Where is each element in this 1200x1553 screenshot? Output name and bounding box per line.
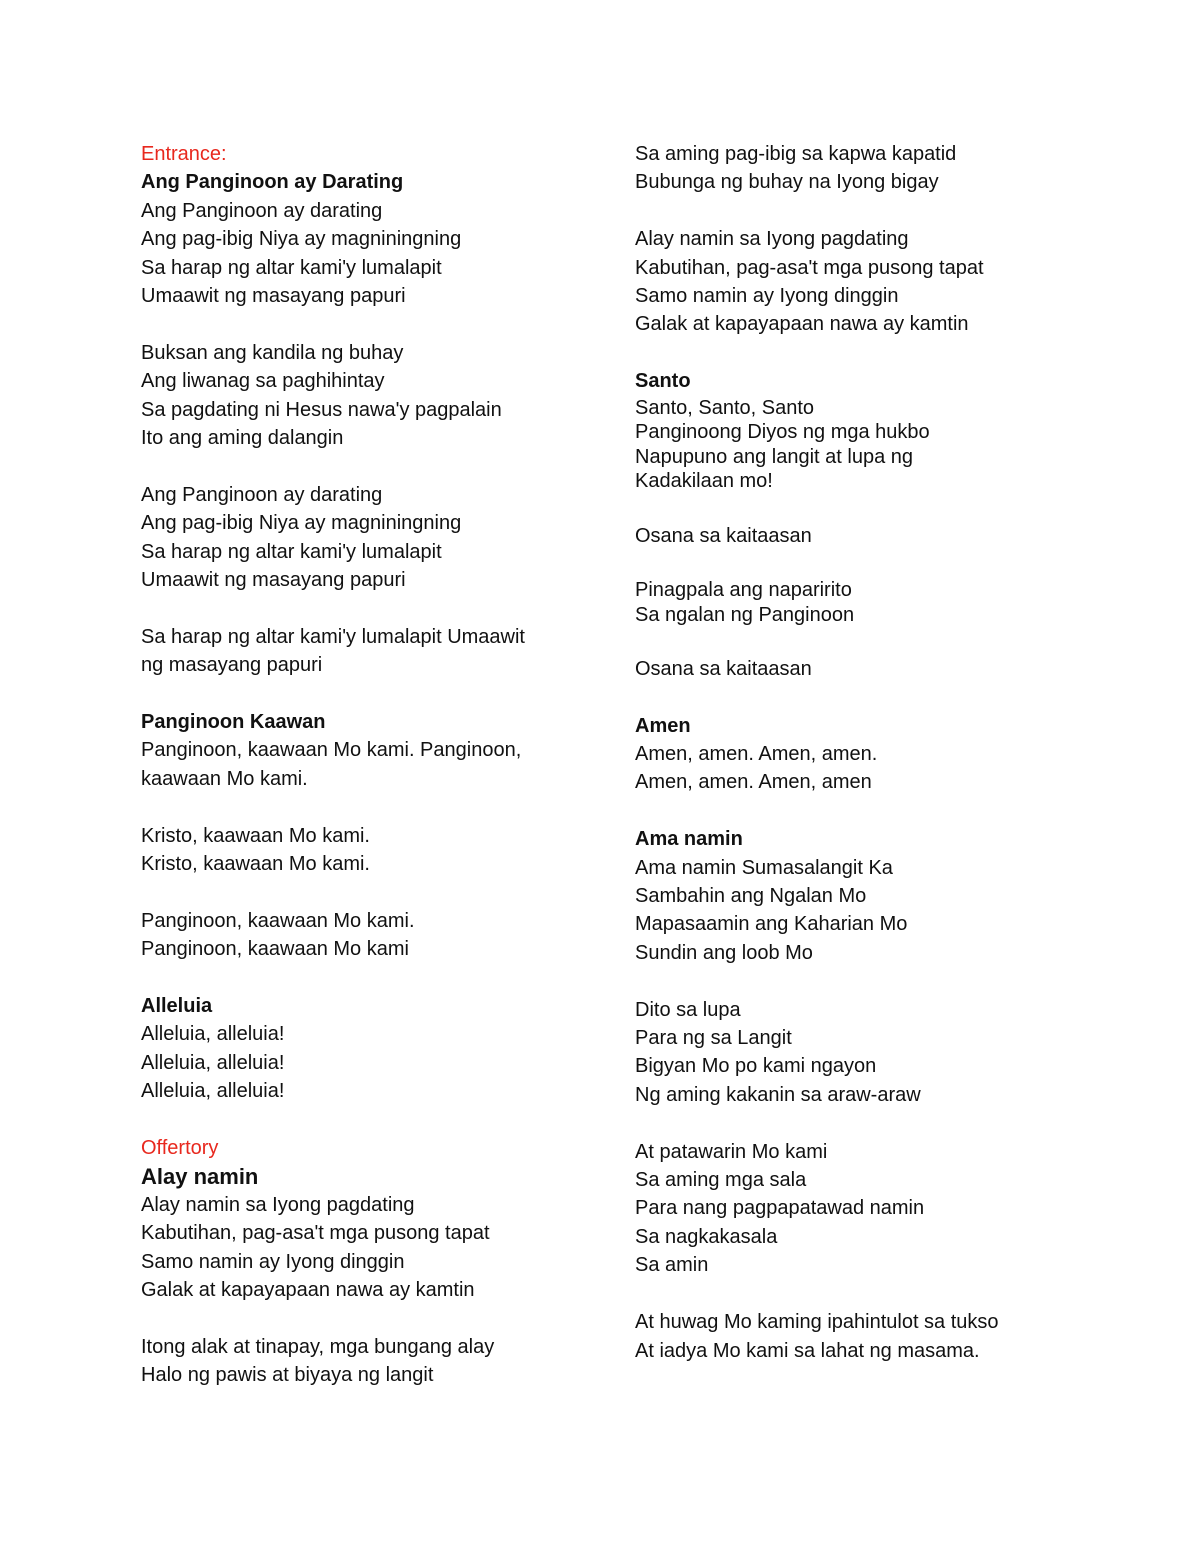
lyric-line: Sa harap ng altar kami'y lumalapit bbox=[141, 540, 442, 563]
lyric-line: Bubunga ng buhay na Iyong bigay bbox=[635, 171, 939, 194]
lyric-line: Panginoon, kaawaan Mo kami bbox=[141, 938, 409, 961]
lyric-line: Sa nagkakasala bbox=[635, 1225, 778, 1248]
lyric-line: Ang Panginoon ay darating bbox=[141, 483, 383, 506]
stanza-gap bbox=[141, 680, 601, 708]
lyric-line: Ang liwanag sa paghihintay bbox=[141, 370, 385, 393]
song-title-amen: Amen bbox=[635, 714, 691, 737]
stanza-gap bbox=[141, 964, 601, 992]
song-title-ang-panginoon-ay-darating: Ang Panginoon ay Darating bbox=[141, 171, 404, 194]
lyric-line: Sa harap ng altar kami'y lumalapit bbox=[141, 256, 442, 279]
lyric-line: Kristo, kaawaan Mo kami. bbox=[141, 824, 370, 847]
lyric-line: Sa amin bbox=[635, 1254, 709, 1277]
left-column bbox=[141, 140, 601, 1390]
lyric-line: Sa harap ng altar kami'y lumalapit Umaawit bbox=[141, 625, 525, 648]
song-title-panginoon-kaawan: Panginoon Kaawan bbox=[141, 711, 326, 734]
stanza-gap bbox=[635, 339, 1095, 367]
stanza-gap bbox=[141, 452, 601, 480]
song-title-alay-namin: Alay namin bbox=[141, 1163, 259, 1189]
lyric-line: Mapasaamin ang Kaharian Mo bbox=[635, 913, 908, 936]
lyric-line: Itong alak at tinapay, mga bungang alay bbox=[141, 1335, 495, 1358]
lyric-line: Ang pag-ibig Niya ay magniningning bbox=[141, 512, 462, 535]
lyric-line: Para nang pagpapatawad namin bbox=[635, 1197, 925, 1220]
lyric-line: Dito sa lupa bbox=[635, 998, 741, 1021]
lyric-line: Panginoong Diyos ng mga hukbo bbox=[635, 421, 930, 444]
lyric-line: Umaawit ng masayang papuri bbox=[141, 569, 406, 592]
stanza-gap bbox=[635, 797, 1095, 825]
lyric-line: Buksan ang kandila ng buhay bbox=[141, 341, 404, 364]
lyric-line: Santo, Santo, Santo bbox=[635, 396, 815, 419]
stanza-gap bbox=[635, 197, 1095, 225]
lyric-line: Alleluia, alleluia! bbox=[141, 1023, 285, 1046]
stanza-gap bbox=[635, 682, 1095, 712]
lyric-line: Napupuno ang langit at lupa ng bbox=[635, 445, 914, 468]
stanza-gap bbox=[635, 627, 1095, 657]
right-column bbox=[635, 140, 1095, 1365]
lyric-line: Pinagpala ang naparirito bbox=[635, 579, 852, 602]
lyric-line: ng masayang papuri bbox=[141, 654, 323, 677]
lyric-line: Galak at kapayapaan nawa ay kamtin bbox=[635, 313, 969, 336]
lyric-line: Halo ng pawis at biyaya ng langit bbox=[141, 1364, 434, 1387]
lyric-line: Osana sa kaitaasan bbox=[635, 524, 812, 547]
stanza-gap bbox=[635, 1280, 1095, 1308]
stanza-gap bbox=[141, 878, 601, 906]
stanza-gap bbox=[635, 967, 1095, 995]
lyric-line: Alay namin sa Iyong pagdating bbox=[141, 1193, 415, 1216]
lyric-line: Sa aming pag-ibig sa kapwa kapatid bbox=[635, 143, 957, 165]
lyric-line: Kristo, kaawaan Mo kami. bbox=[141, 853, 370, 876]
song-title-ama-namin: Ama namin bbox=[635, 828, 743, 851]
lyric-line: Ng aming kakanin sa araw-araw bbox=[635, 1083, 921, 1106]
lyric-line: kaawaan Mo kami. bbox=[141, 767, 308, 790]
song-title-santo: Santo bbox=[635, 370, 691, 393]
stanza-gap bbox=[141, 594, 601, 622]
stanza-gap bbox=[635, 494, 1095, 524]
lyric-line: Sa pagdating ni Hesus nawa'y pagpalain bbox=[141, 398, 502, 421]
lyric-line: Ang Panginoon ay darating bbox=[141, 199, 383, 222]
lyric-line: Alleluia, alleluia! bbox=[141, 1080, 285, 1103]
lyric-line: At patawarin Mo kami bbox=[635, 1140, 828, 1163]
section-label-offertory: Offertory bbox=[141, 1137, 219, 1160]
song-title-alleluia: Alleluia bbox=[141, 995, 213, 1018]
lyric-line: Kabutihan, pag-asa't mga pusong tapat bbox=[635, 256, 984, 279]
lyric-line: Amen, amen. Amen, amen bbox=[635, 771, 872, 794]
lyric-line: At iadya Mo kami sa lahat ng masama. bbox=[635, 1339, 980, 1362]
stanza-gap bbox=[141, 310, 601, 338]
lyric-line: Galak at kapayapaan nawa ay kamtin bbox=[141, 1279, 475, 1302]
lyric-line: Para ng sa Langit bbox=[635, 1027, 792, 1050]
stanza-gap bbox=[141, 1106, 601, 1134]
lyric-line: Sa ngalan ng Panginoon bbox=[635, 603, 855, 626]
lyric-line: Ama namin Sumasalangit Ka bbox=[635, 856, 893, 879]
lyric-line: Ang pag-ibig Niya ay magniningning bbox=[141, 228, 462, 251]
lyric-line: Samo namin ay Iyong dinggin bbox=[141, 1250, 405, 1273]
lyric-line: Bigyan Mo po kami ngayon bbox=[635, 1055, 877, 1078]
lyric-line: Kabutihan, pag-asa't mga pusong tapat bbox=[141, 1222, 490, 1245]
lyric-line: Panginoon, kaawaan Mo kami. Panginoon, bbox=[141, 739, 522, 762]
lyric-line: Kadakilaan mo! bbox=[635, 470, 773, 493]
lyric-line: Sambahin ang Ngalan Mo bbox=[635, 885, 867, 908]
lyric-line: Amen, amen. Amen, amen. bbox=[635, 743, 878, 766]
section-label-entrance: Entrance: bbox=[141, 143, 227, 165]
stanza-gap bbox=[141, 793, 601, 821]
lyric-line: Ito ang aming dalangin bbox=[141, 427, 344, 450]
lyric-line: Sa aming mga sala bbox=[635, 1169, 807, 1192]
lyric-line: Alleluia, alleluia! bbox=[141, 1051, 285, 1074]
lyric-line: Alay namin sa Iyong pagdating bbox=[635, 228, 909, 251]
stanza-gap bbox=[635, 1109, 1095, 1137]
lyric-line: Osana sa kaitaasan bbox=[635, 658, 812, 681]
lyric-line: Panginoon, kaawaan Mo kami. bbox=[141, 909, 415, 932]
lyric-line: Sundin ang loob Mo bbox=[635, 941, 813, 964]
lyric-line: Umaawit ng masayang papuri bbox=[141, 285, 406, 308]
lyric-line: At huwag Mo kaming ipahintulot sa tukso bbox=[635, 1311, 999, 1334]
stanza-gap bbox=[141, 1305, 601, 1333]
lyric-line: Samo namin ay Iyong dinggin bbox=[635, 285, 899, 308]
stanza-gap bbox=[635, 548, 1095, 578]
